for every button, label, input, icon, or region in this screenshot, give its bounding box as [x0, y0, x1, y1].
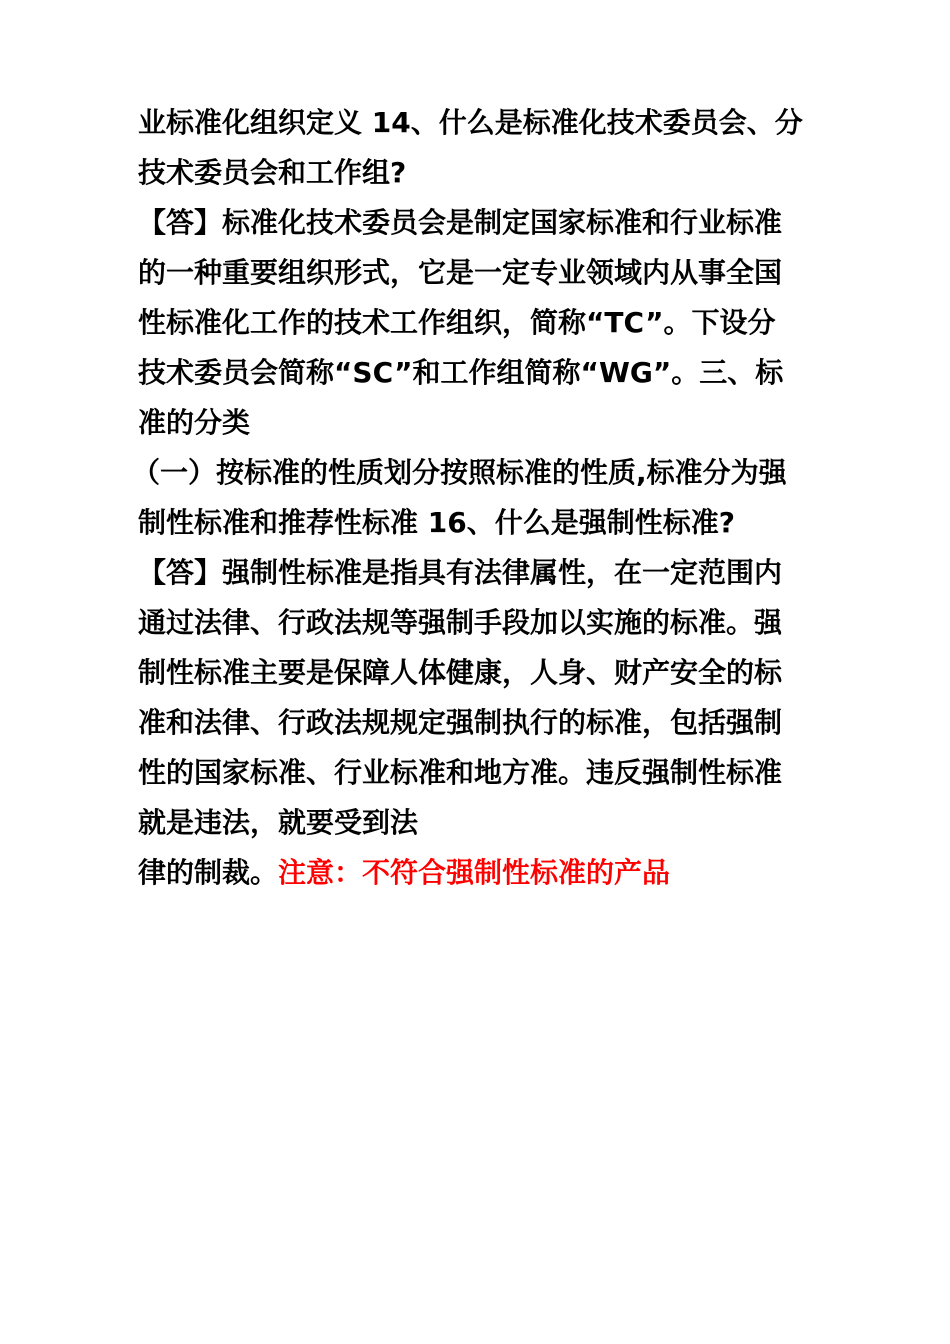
text-line: 制性标准主要是保障人体健康，人身、财产安全的标 — [138, 656, 783, 689]
last-text-line — [138, 848, 858, 898]
text-line: 业标准化组织定义 14、什么是标准化技术委员会、分 — [138, 106, 803, 139]
text-line: 性标准化工作的技术工作组织，简称“TC”。下设分 — [138, 306, 776, 339]
warning-highlight-text: 注意：不符合强制性标准的产品 — [278, 856, 671, 889]
text-line: 的一种重要组织形式，它是一定专业领域内从事全国 — [138, 256, 783, 289]
text-line: 【答】强制性标准是指具有法律属性，在一定范围内 — [138, 556, 783, 589]
text-line: 准的分类 — [138, 406, 251, 439]
text-line: 技术委员会和工作组? — [138, 156, 407, 189]
last-line-normal-text: 律的制裁。 — [138, 856, 279, 889]
text-line: 准和法律、行政法规规定强制执行的标准，包括强制 — [138, 706, 783, 739]
text-line: 通过法律、行政法规等强制手段加以实施的标准。强 — [138, 606, 783, 639]
text-line: 就是违法，就要受到法 — [138, 806, 419, 839]
text-line: （一）按标准的性质划分按照标准的性质,标准分为强 — [132, 456, 787, 489]
document-body — [132, 98, 858, 898]
text-line: 【答】标准化技术委员会是制定国家标准和行业标准 — [138, 206, 783, 239]
text-line: 制性标准和推荐性标准 16、什么是强制性标准? — [138, 506, 735, 539]
text-line: 技术委员会简称“SC”和工作组简称“WG”。三、标 — [138, 356, 784, 389]
text-line: 性的国家标准、行业标准和地方准。违反强制性标准 — [138, 756, 783, 789]
